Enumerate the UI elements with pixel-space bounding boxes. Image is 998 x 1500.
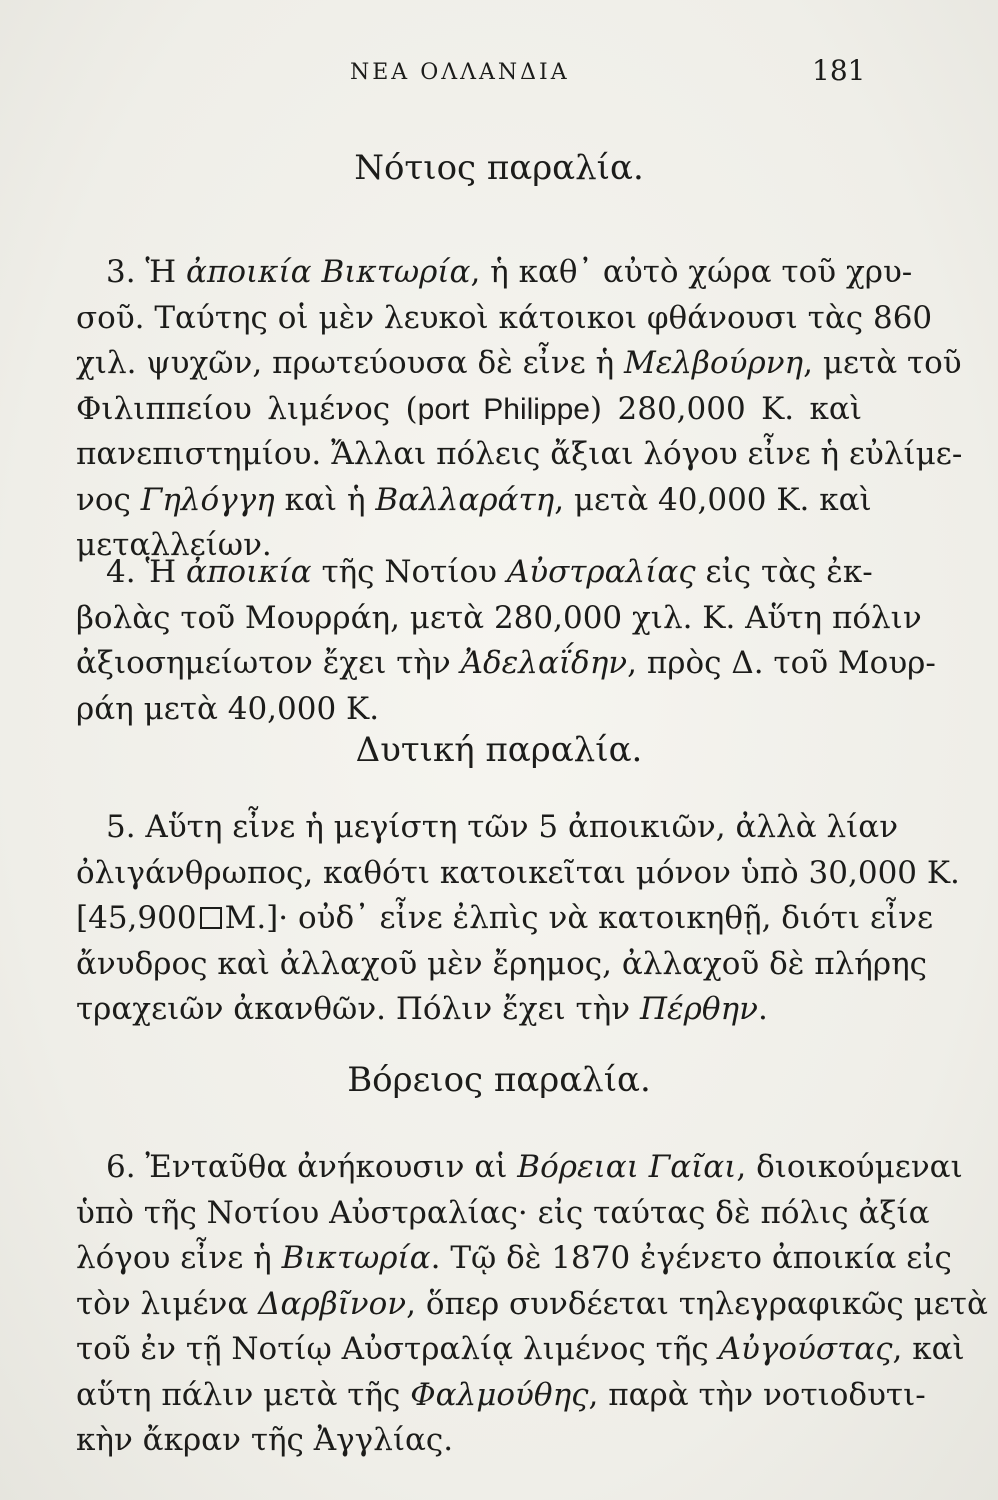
paragraph-3	[76, 250, 963, 569]
text-line: σοῦ. Ταύτης οἱ μὲν λευκοὶ κάτοικοι φθάνουσι τὰς 860	[76, 299, 933, 336]
text-line: ὑπὸ τῆς Νοτίου Αὐστραλίας· εἰς ταύτας δὲ πόλις ἀξία	[76, 1194, 930, 1231]
page-number: 181	[812, 54, 866, 87]
section-heading-west: Δυτική παραλία.	[355, 730, 643, 770]
text-line: [45,900 Μ.]· οὐδ᾽ εἶνε ἐλπὶς νὰ κατοικηθῇ, διότι εἶνε	[76, 900, 934, 936]
text-line: βολὰς τοῦ Μουρράη, μετὰ 280,000 χιλ. Κ. Αὕτη πόλιν	[76, 599, 922, 636]
text-line: μεταλλείων.	[76, 527, 272, 563]
paragraph-5	[76, 805, 960, 1033]
text-line: ἀξιοσημείωτον ἔχει τὴν Ἀδελαΐδην, πρὸς Δ. τοῦ Μουρ-	[76, 645, 936, 681]
text-line: χιλ. ψυχῶν, πρωτεύουσα δὲ εἶνε ἡ Μελβούρνη, μετὰ τοῦ	[76, 345, 962, 381]
text-line: νος Γηλόγγη καὶ ἡ Βαλλαράτη, μετὰ 40,000 Κ. καὶ	[76, 481, 872, 518]
text-line: λόγου εἶνε ἡ Βικτωρία. Τῷ δὲ 1870 ἐγένετο ἀποικία εἰς	[76, 1240, 952, 1276]
text-line: 6. Ἐνταῦθα ἀνήκουσιν αἱ Βόρειαι Γαῖαι, διοικούμεναι	[106, 1149, 963, 1185]
paragraph-6	[76, 1145, 988, 1464]
text-line: Φιλιππείου λιμένος (port Philippe) 280,000 Κ. καὶ	[76, 390, 863, 427]
text-line: κὴν ἄκραν τῆς Ἀγγλίας.	[76, 1422, 454, 1458]
text-line: ὀλιγάνθρωπος, καθότι κατοικεῖται μόνον ὑπὸ 30,000 Κ.	[76, 854, 960, 891]
square-symbol-icon	[200, 907, 222, 929]
text-line: τοῦ ἐν τῇ Νοτίῳ Αὐστραλίᾳ λιμένος τῆς Αὐγούστας, καὶ	[76, 1331, 965, 1367]
section-heading-north: Βόρειος παραλία.	[347, 1060, 651, 1100]
section-heading-south: Νότιος παραλία.	[354, 148, 644, 188]
text-line: 5. Αὕτη εἶνε ἡ μεγίστη τῶν 5 ἀποικιῶν, ἀλλὰ λίαν	[106, 809, 899, 845]
text-line: 4. Ἡ ἀποικία τῆς Νοτίου Αὐστραλίας εἰς τὰς ἐκ-	[106, 554, 873, 590]
paragraph-4	[76, 550, 936, 732]
running-head	[0, 52, 998, 92]
text-line: τραχειῶν ἀκανθῶν. Πόλιν ἔχει τὴν Πέρθην.	[76, 991, 768, 1027]
running-title: ΝΕΑ ΟΛΛΑΝΔΙΑ	[350, 60, 570, 85]
text-line: 3. Ἡ ἀποικία Βικτωρία, ἡ καθ᾽ αὐτὸ χώρα τοῦ χρυ-	[106, 254, 913, 290]
text-line: ράη μετὰ 40,000 Κ.	[76, 690, 380, 727]
text-line: ἄνυδρος καὶ ἀλλαχοῦ μὲν ἔρημος, ἀλλαχοῦ δὲ πλήρης	[76, 945, 928, 982]
text-line: αὕτη πάλιν μετὰ τῆς Φαλμούθης, παρὰ τὴν νοτιοδυτι-	[76, 1376, 926, 1413]
text-line: τὸν λιμένα Δαρβῖνον, ὅπερ συνδέεται τηλεγραφικῶς μετὰ	[76, 1285, 988, 1322]
text-line: πανεπιστημίου. Ἄλλαι πόλεις ἄξιαι λόγου εἶνε ἡ εὐλίμε-	[76, 436, 963, 472]
